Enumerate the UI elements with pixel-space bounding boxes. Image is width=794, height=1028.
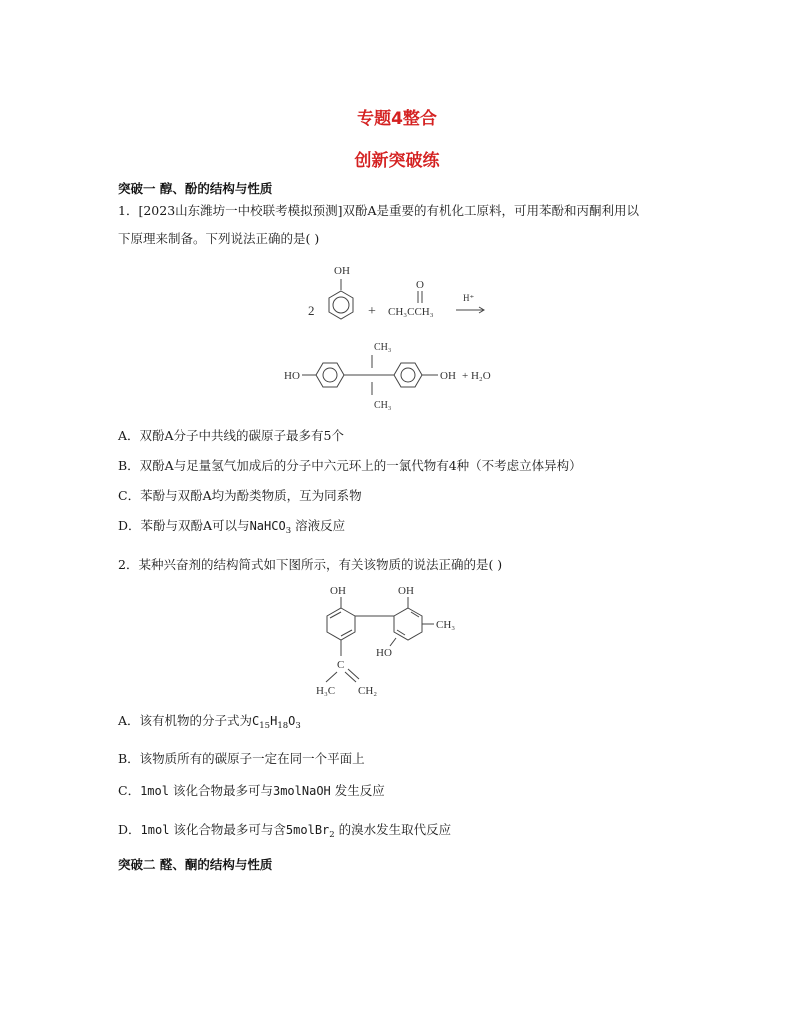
product-ring-left: [316, 363, 344, 387]
q2-option-d-prefix: D．: [118, 822, 141, 837]
q2-option-d-mid: 该化合物最多可与含: [169, 822, 286, 837]
product-ch3-top: CH₃: [374, 342, 392, 353]
q2-option-b: B．该物质所有的碳原子一定在同一个平面上: [118, 751, 365, 766]
q2-option-c-naoh: 3molNaOH: [272, 784, 331, 798]
q2-option-a-c-sub: 15: [259, 721, 271, 731]
question-1-stem-line2: 下原理来制备。下列说法正确的是( ): [118, 231, 320, 246]
acetone-formula: CH₃CCH₃: [388, 306, 434, 318]
q2-option-d-mol: 1mol: [140, 823, 170, 837]
q2-option-c-mol: 1mol: [140, 784, 169, 798]
structure-h3c: H₃C: [316, 685, 336, 697]
q1-option-d-prefix: D．苯酚与双酚A可以与: [118, 518, 250, 533]
product-water: + H₂O: [462, 370, 491, 382]
q2-option-d-br-sub: 2: [329, 830, 335, 840]
q2-option-a-prefix: A．该有机物的分子式为: [118, 713, 253, 728]
structure-ch2: CH₂: [358, 685, 378, 697]
q1-option-d-suffix: 溶液反应: [291, 518, 346, 533]
page-title: 专题4整合: [357, 109, 437, 129]
section-heading-2: 突破二 醛、酮的结构与性质: [118, 857, 273, 872]
q2-option-d: [118, 820, 451, 840]
reaction-scheme-figure: [270, 255, 530, 420]
structure-ring-left: [327, 608, 355, 640]
q1-option-d-subscript: 3: [285, 526, 292, 536]
product-ring-right: [394, 363, 422, 387]
structure-carbon-label: C: [337, 659, 345, 671]
section-heading-1: 突破一 醇、酚的结构与性质: [118, 181, 273, 196]
q1-option-d-formula: NaHCO: [249, 519, 286, 533]
q2-option-a-o: O: [288, 714, 296, 728]
q1-option-a: A．双酚A分子中共线的碳原子最多有5个: [118, 428, 345, 443]
page-subtitle: 创新突破练: [354, 151, 440, 171]
q2-option-d-br: 5molBr: [285, 823, 330, 837]
product-ho-left: HO: [284, 370, 300, 382]
product-oh-right: OH: [440, 370, 456, 382]
structure-ho-bottom: HO: [376, 647, 392, 659]
question-2-stem: 2．某种兴奋剂的结构简式如下图所示，有关该物质的说法正确的是( ): [118, 557, 503, 572]
q2-option-a-o-sub: 3: [295, 721, 301, 731]
q1-option-b: B．双酚A与足量氢气加成后的分子中六元环上的一氯代物有4种（不考虑立体异构）: [118, 458, 582, 473]
q2-option-d-suffix: 的溴水发生取代反应: [334, 822, 452, 837]
structure-oh-top-left: OH: [330, 585, 346, 597]
q2-option-a-h: H: [270, 714, 278, 728]
q2-option-a: [118, 711, 301, 731]
product-ch3-bottom: CH₃: [374, 400, 392, 411]
q2-option-c-suffix: 发生反应: [330, 783, 385, 798]
q2-option-c: [118, 781, 385, 799]
structure-oh-top-right: OH: [398, 585, 414, 597]
stimulant-structure-figure: [310, 580, 490, 700]
phenol-oh-label: OH: [334, 265, 350, 277]
q1-option-c: C．苯酚与双酚A均为酚类物质，互为同系物: [118, 488, 362, 503]
q1-option-d: [118, 516, 345, 536]
structure-ring-right: [394, 608, 422, 640]
q2-option-a-c: C: [252, 714, 260, 728]
question-1-stem-line1: 1．[2023山东潍坊一中校联考模拟预测]双酚A是重要的有机化工原料，可用苯酚和丙酮利用以: [118, 203, 640, 218]
reaction-coefficient: 2: [308, 303, 315, 318]
q2-option-c-prefix: C．: [118, 783, 141, 798]
catalyst-label: H⁺: [463, 293, 475, 303]
q2-option-c-mid: 该化合物最多可与: [168, 783, 273, 798]
structure-ch3: CH₃: [436, 619, 456, 631]
acetone-oxygen-label: O: [416, 279, 424, 291]
reaction-plus-sign: +: [368, 304, 376, 319]
q2-option-a-h-sub: 18: [277, 721, 289, 731]
